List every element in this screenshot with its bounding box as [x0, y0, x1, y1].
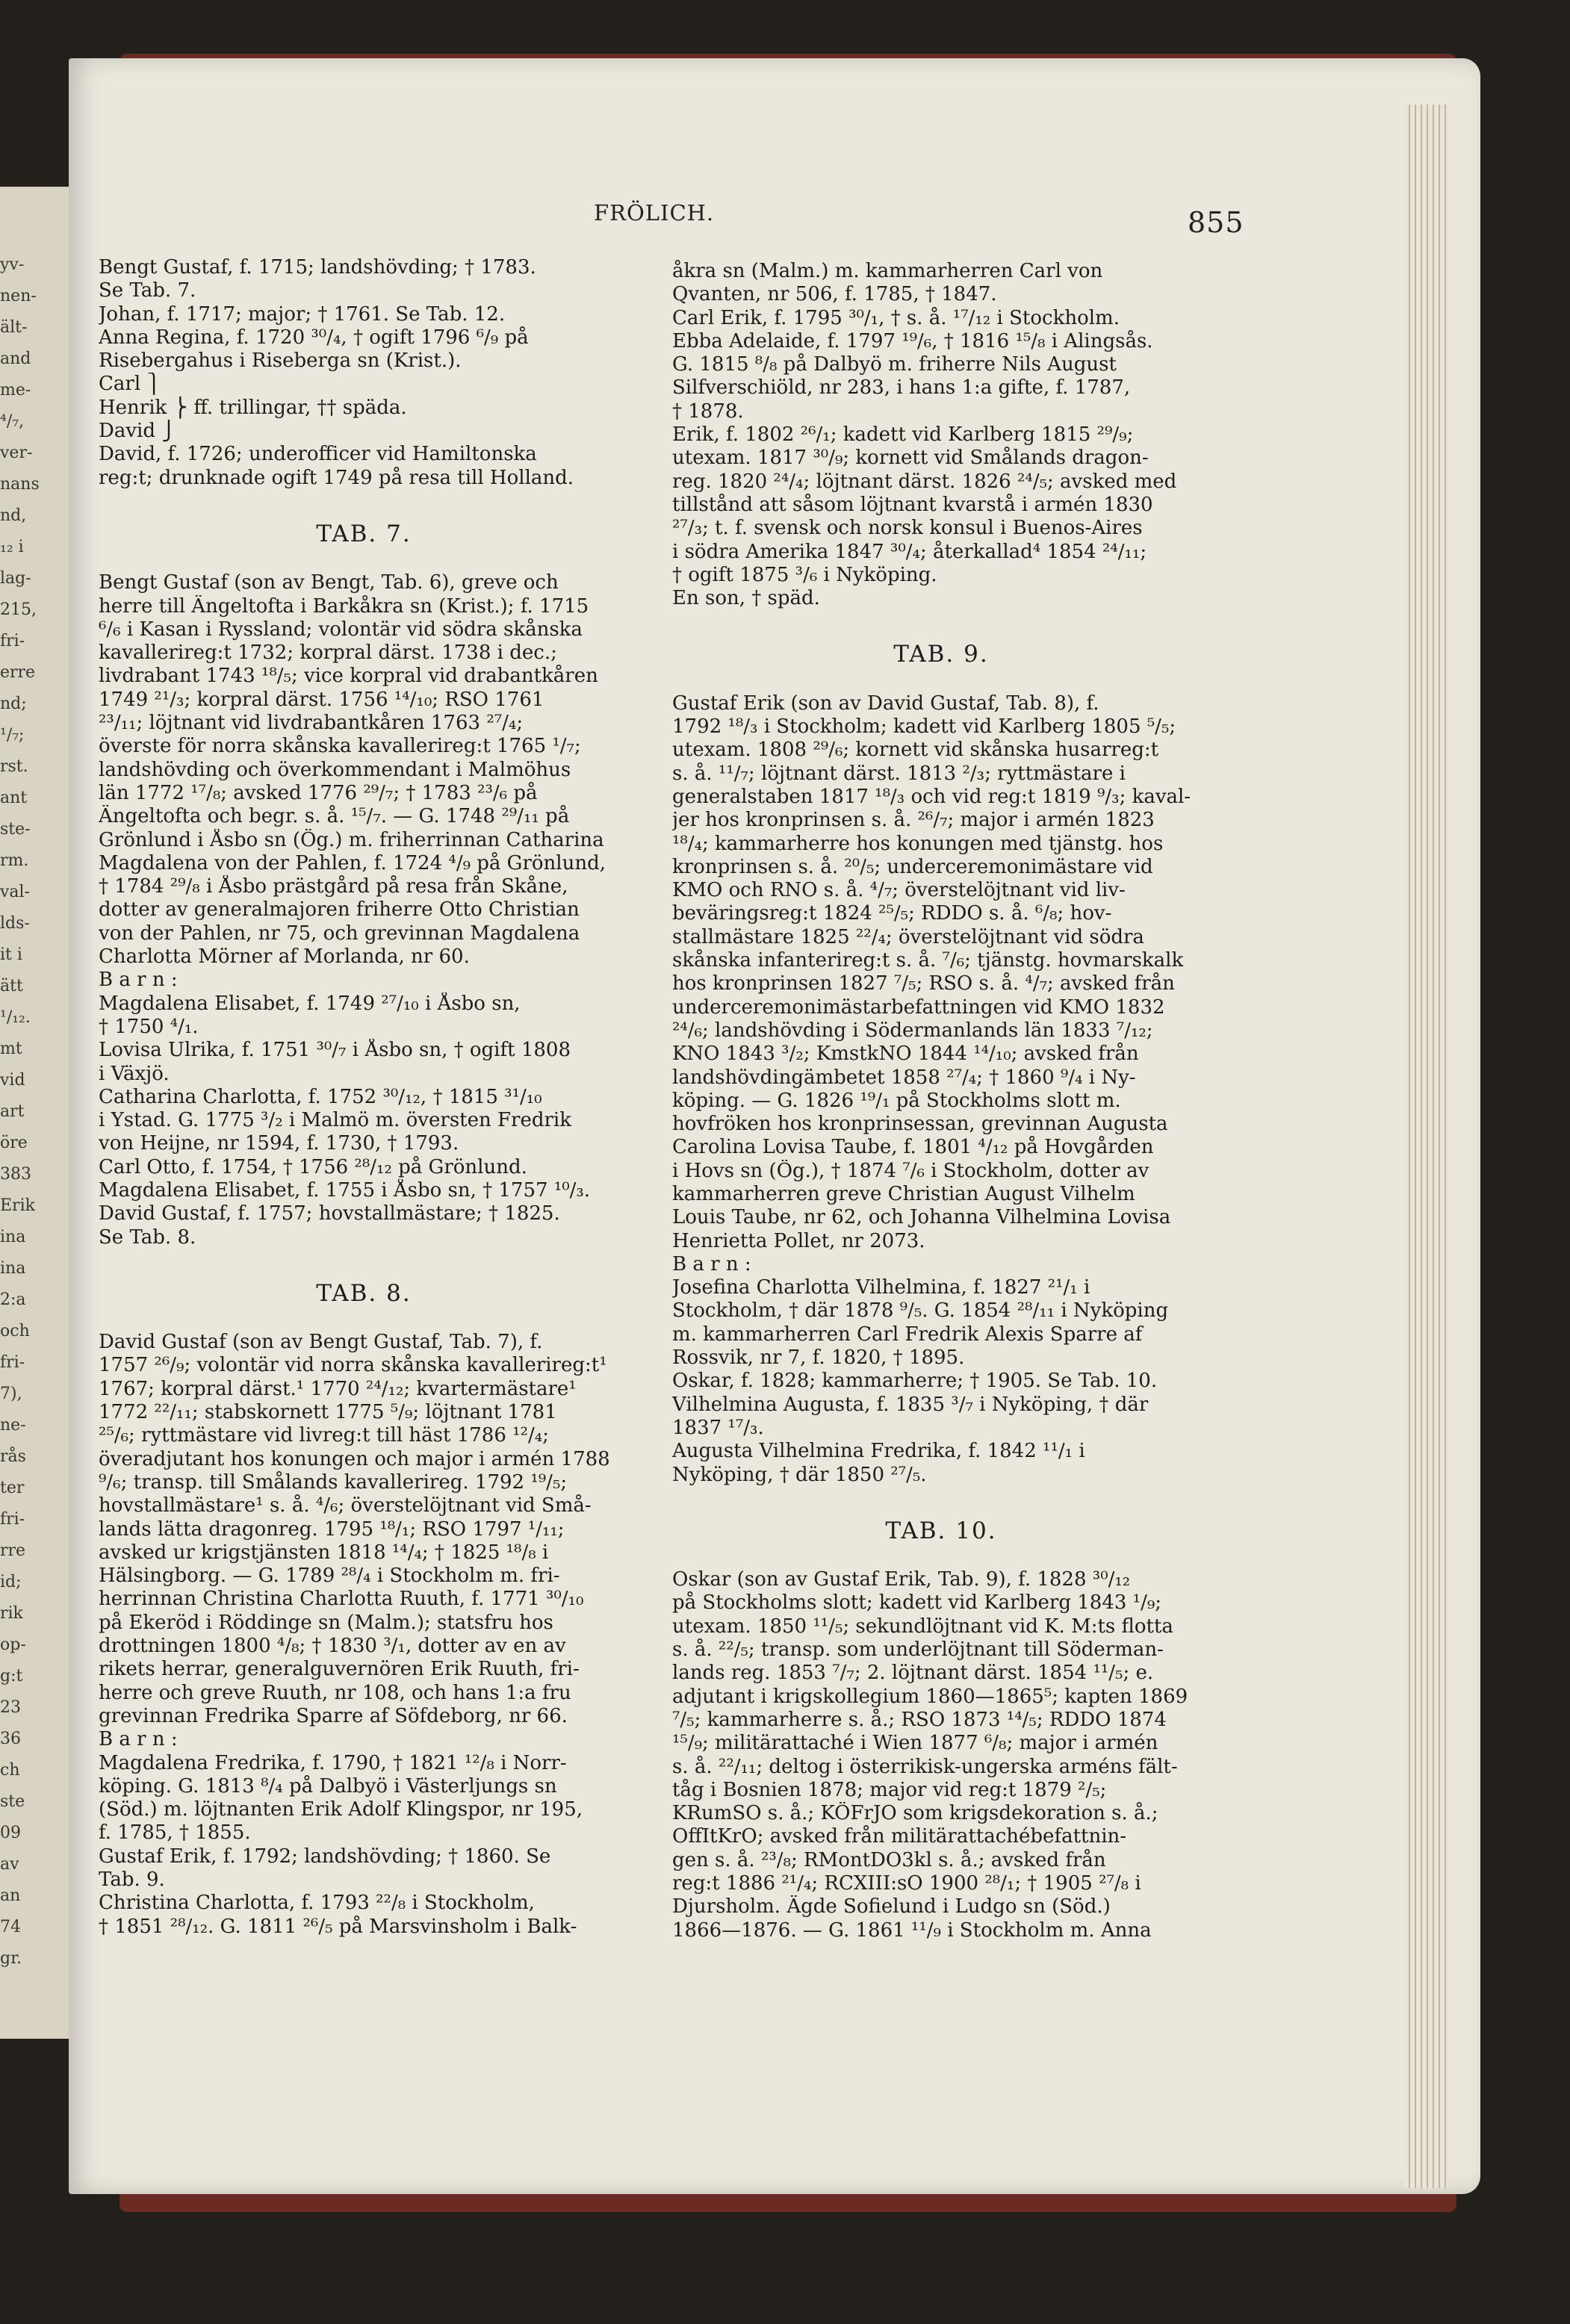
text-line: von der Pahlen, nr 75, och grevinnan Magdalena [99, 922, 580, 945]
margin-fragment: fri- [0, 1510, 25, 1529]
margin-fragment: 2:a [0, 1290, 26, 1309]
text-line: Ängeltofta och begr. s. å. ¹⁵/₇. — G. 1748 ²⁹/₁₁ på [99, 805, 570, 828]
page-edges [1404, 105, 1449, 2188]
text-line: köping. G. 1813 ⁸/₄ på Dalbyö i Västerljungs sn [99, 1774, 557, 1798]
section-heading: TAB. 9. [893, 641, 989, 668]
margin-fragment: ätt [0, 977, 23, 995]
margin-fragment: 74 [0, 1918, 21, 1936]
text-line: avsked ur krigstjänsten 1818 ¹⁴/₄; † 1825 ¹⁸/₈ i [99, 1541, 549, 1564]
margin-fragment: ¹/₁₂. [0, 1008, 31, 1027]
text-line: hovfröken hos kronprinsessan, grevinnan Augusta [672, 1113, 1168, 1136]
margin-fragment: lds- [0, 914, 30, 933]
margin-fragment: art [0, 1102, 25, 1121]
margin-fragment: 09 [0, 1824, 21, 1842]
text-line: Hälsingborg. — G. 1789 ²⁸/₄ i Stockholm m. fri- [99, 1565, 560, 1588]
text-line: jer hos kronprinsen s. å. ²⁶/₇; major i armén 1823 [672, 809, 1155, 832]
text-line: grevinnan Fredrika Sparre af Söfdeborg, nr 66. [99, 1704, 568, 1727]
margin-fragment: och [0, 1322, 30, 1340]
text-line: B a r n : [99, 1728, 178, 1751]
margin-fragment: rås [0, 1447, 26, 1466]
text-line: 1767; korpral därst.¹ 1770 ²⁴/₁₂; kvartermästare¹ [99, 1377, 577, 1400]
text-line: lands lätta dragonreg. 1795 ¹⁸/₁; RSO 1797 ¹/₁₁; [99, 1517, 565, 1541]
text-line: 1837 ¹⁷/₃. [672, 1416, 764, 1439]
text-line: Josefina Charlotta Vilhelmina, f. 1827 ²¹/₁ i [672, 1276, 1090, 1299]
margin-fragment: rik [0, 1604, 23, 1623]
adjacent-page-edge [0, 187, 69, 2039]
text-line: 1757 ²⁶/₉; volontär vid norra skånska kavallerireg:t¹ [99, 1354, 607, 1377]
text-line: s. å. ²²/₅; transp. som underlöjtnant till Söderman- [672, 1638, 1164, 1662]
text-line: Henrietta Pollet, nr 2073. [672, 1229, 925, 1252]
margin-fragment: nans [0, 475, 40, 494]
right-column [672, 260, 1210, 1942]
text-line: Oskar (son av Gustaf Erik, Tab. 9), f. 1828 ³⁰/₁₂ [672, 1568, 1131, 1591]
margin-fragment: ina [0, 1259, 26, 1278]
text-line: Ebba Adelaide, f. 1797 ¹⁹/₆, † 1816 ¹⁵/₈ i Alingsås. [672, 329, 1153, 352]
text-line: † 1750 ⁴/₁. [99, 1015, 199, 1038]
text-line: † 1851 ²⁸/₁₂. G. 1811 ²⁶/₅ på Marsvinsholm i Balk- [99, 1915, 577, 1938]
text-line: 1772 ²²/₁₁; stabskornett 1775 ⁵/₉; löjtnant 1781 [99, 1401, 557, 1424]
text-line: G. 1815 ⁸/₈ på Dalbyö m. friherre Nils August [672, 353, 1117, 376]
text-line: m. kammarherren Carl Fredrik Alexis Sparre af [672, 1323, 1143, 1346]
text-line: Catharina Charlotta, f. 1752 ³⁰/₁₂, † 1815 ³¹/₁₀ [99, 1085, 542, 1108]
text-line: 1866—1876. — G. 1861 ¹¹/₉ i Stockholm m. Anna [672, 1918, 1152, 1942]
text-line: i Växjö. [99, 1062, 170, 1085]
text-line: ⁷/₅; kammarherre s. å.; RSO 1873 ¹⁴/₅; RDDO 1874 [672, 1708, 1167, 1731]
text-line: i södra Amerika 1847 ³⁰/₄; återkallad⁴ 1854 ²⁴/₁₁; [672, 540, 1147, 563]
text-line: Stockholm, † där 1878 ⁹/₅. G. 1854 ²⁸/₁₁ i Nyköping [672, 1299, 1169, 1323]
margin-fragment: me- [0, 381, 31, 400]
text-line: von Heijne, nr 1594, f. 1730, † 1793. [99, 1132, 459, 1155]
text-line: livdrabant 1743 ¹⁸/₅; vice korpral vid drabantkåren [99, 665, 598, 688]
text-line: Magdalena von der Pahlen, f. 1724 ⁴/₉ på Grönlund, [99, 851, 606, 874]
text-line: hovstallmästare¹ s. å. ⁴/₆; överstelöjtnant vid Små- [99, 1494, 592, 1517]
text-line: 1749 ²¹/₃; korpral därst. 1756 ¹⁴/₁₀; RSO 1761 [99, 688, 544, 711]
text-line: utexam. 1817 ³⁰/₉; kornett vid Smålands dragon- [672, 447, 1149, 470]
text-line: Anna Regina, f. 1720 ³⁰/₄, † ogift 1796 ⁶/₉ på [99, 326, 529, 349]
text-line: Djursholm. Ägde Sofielund i Ludgo sn (Söd.) [672, 1895, 1111, 1918]
text-line: överste för norra skånska kavallerireg:t 1765 ¹/₇; [99, 735, 581, 758]
text-line: Silfverschiöld, nr 283, i hans 1:a gifte, f. 1787, [672, 376, 1131, 400]
margin-fragment: av [0, 1855, 19, 1874]
margin-fragment: ₁₂ i [0, 538, 24, 556]
text-line: Risebergahus i Riseberga sn (Krist.). [99, 349, 462, 373]
margin-fragment: and [0, 349, 31, 368]
text-line: Vilhelmina Augusta, f. 1835 ³/₇ i Nyköping, † där [672, 1393, 1149, 1416]
margin-fragment: 215, [0, 600, 37, 619]
margin-fragment: g:t [0, 1667, 23, 1685]
text-line: herre till Ängeltofta i Barkåkra sn (Krist.); f. 1715 [99, 594, 589, 618]
text-line: Nyköping, † där 1850 ²⁷/₅. [672, 1463, 927, 1486]
text-line: stallmästare 1825 ²²/₄; överstelöjtnant vid södra [672, 925, 1144, 948]
text-line: David ⎭ [99, 420, 176, 443]
text-line: åkra sn (Malm.) m. kammarherren Carl von [672, 260, 1103, 282]
margin-fragment: vid [0, 1071, 25, 1090]
text-line: tåg i Bosnien 1878; major vid reg:t 1879 ²/₅; [672, 1778, 1107, 1801]
text-line: utexam. 1808 ²⁹/₆; kornett vid skånska husarreg:t [672, 739, 1159, 762]
margin-fragment: ¹/₇; [0, 726, 25, 745]
text-line: Gustaf Erik, f. 1792; landshövding; † 1860. Se [99, 1845, 551, 1868]
margin-fragment: ste [0, 1792, 25, 1811]
margin-fragment: Erik [0, 1196, 35, 1215]
text-line: herrinnan Christina Charlotta Ruuth, f. 1771 ³⁰/₁₀ [99, 1588, 584, 1611]
text-line: Erik, f. 1802 ²⁶/₁; kadett vid Karlberg 1815 ²⁹/₉; [672, 423, 1134, 447]
text-line: i Hovs sn (Ög.), † 1874 ⁷/₆ i Stockholm, dotter av [672, 1159, 1149, 1182]
text-line: reg:t 1886 ²¹/₄; RCXIII:sO 1900 ²⁸/₁; † 1905 ²⁷/₈ i [672, 1872, 1141, 1895]
text-line: på Ekeröd i Röddinge sn (Malm.); statsfru hos [99, 1611, 553, 1634]
margin-fragment: rst. [0, 757, 28, 776]
text-line: Magdalena Elisabet, f. 1755 i Åsbo sn, † 1757 ¹⁰/₃. [99, 1178, 591, 1202]
text-line: David, f. 1726; underofficer vid Hamiltonska [99, 443, 537, 466]
section-heading: TAB. 7. [316, 520, 412, 547]
text-line: reg. 1820 ²⁴/₄; löjtnant därst. 1826 ²⁴/₅; avsked med [672, 470, 1177, 493]
text-line: kavallerireg:t 1732; korpral därst. 1738 i dec.; [99, 641, 557, 665]
text-line: köping. — G. 1826 ¹⁹/₁ på Stockholms slott m. [672, 1089, 1121, 1112]
text-line: Rossvik, nr 7, f. 1820, † 1895. [672, 1346, 965, 1370]
text-line: Qvanten, nr 506, f. 1785, † 1847. [672, 283, 997, 306]
text-line: Carolina Lovisa Taube, f. 1801 ⁴/₁₂ på Hovgården [672, 1136, 1154, 1159]
text-line: s. å. ¹¹/₇; löjtnant därst. 1813 ²/₃; ryttmästare i [672, 762, 1126, 785]
text-line: Magdalena Fredrika, f. 1790, † 1821 ¹²/₈ i Norr- [99, 1751, 567, 1774]
text-line: B a r n : [99, 969, 178, 992]
text-line: reg:t; drunknade ogift 1749 på resa till Holland. [99, 466, 574, 489]
text-line: Bengt Gustaf, f. 1715; landshövding; † 1783. [99, 256, 536, 279]
margin-fragment: 36 [0, 1730, 21, 1748]
margin-fragment: ne- [0, 1416, 26, 1435]
text-line: ²⁴/₆; landshövding i Södermanlands län 1833 ⁷/₁₂; [672, 1019, 1153, 1042]
text-line: dotter av generalmajoren friherre Otto Christian [99, 898, 580, 922]
margin-fragment: yv- [0, 255, 25, 274]
text-line: Christina Charlotta, f. 1793 ²²/₈ i Stockholm, [99, 1892, 535, 1915]
margin-fragment: erre [0, 663, 36, 682]
text-line: Augusta Vilhelmina Fredrika, f. 1842 ¹¹/₁ i [672, 1440, 1085, 1463]
running-header: FRÖLICH. [594, 200, 715, 226]
text-line: Carl Erik, f. 1795 ³⁰/₁, † s. å. ¹⁷/₁₂ i Stockholm. [672, 306, 1120, 329]
margin-fragment: nd, [0, 506, 27, 525]
text-line: Johan, f. 1717; major; † 1761. Se Tab. 12. [99, 302, 506, 326]
text-line: utexam. 1850 ¹¹/₅; sekundlöjtnant vid K. M:ts flotta [672, 1615, 1173, 1638]
text-line: Louis Taube, nr 62, och Johanna Vilhelmina Lovisa [672, 1206, 1171, 1229]
text-line: ¹⁵/₉; militärattaché i Wien 1877 ⁶/₈; major i armén [672, 1732, 1158, 1755]
text-line: landshövdingämbetet 1858 ²⁷/₄; † 1860 ⁹/₄ i Ny- [672, 1066, 1136, 1089]
text-line: ⁹/₆; transp. till Smålands kavallerireg. 1792 ¹⁹/₅; [99, 1470, 568, 1494]
text-line: Bengt Gustaf (son av Bengt, Tab. 6), greve och [99, 571, 559, 594]
margin-fragment: op- [0, 1635, 26, 1654]
text-line: i Ystad. G. 1775 ³/₂ i Malmö m. översten Fredrik [99, 1109, 572, 1132]
margin-fragment: 383 [0, 1165, 31, 1184]
text-line: ²³/₁₁; löjtnant vid livdrabantkåren 1763 ²⁷/₄; [99, 712, 524, 735]
text-line: 1792 ¹⁸/₃ i Stockholm; kadett vid Karlberg 1805 ⁵/₅; [672, 715, 1176, 739]
text-line: (Söd.) m. löjtnanten Erik Adolf Klingspor, nr 195, [99, 1798, 583, 1821]
section-heading: TAB. 10. [885, 1517, 997, 1544]
margin-fragment: ant [0, 789, 28, 807]
text-line: † 1784 ²⁹/₈ i Åsbo prästgård på resa från Skåne, [99, 875, 568, 898]
text-line: län 1772 ¹⁷/₈; avsked 1776 ²⁹/₇; † 1783 ²³/₆ på [99, 781, 538, 804]
text-line: gen s. å. ²³/₈; RMontDO3kl s. å.; avsked från [672, 1848, 1106, 1871]
text-line: överadjutant hos konungen och major i armén 1788 [99, 1447, 610, 1470]
margin-fragment: ver- [0, 444, 33, 462]
text-line: David Gustaf (son av Bengt Gustaf, Tab. 7), f. [99, 1331, 543, 1354]
text-line: drottningen 1800 ⁴/₈; † 1830 ³/₁, dotter av en av [99, 1635, 566, 1658]
text-line: KRumSO s. å.; KÖFrJO som krigsdekoration s. å.; [672, 1802, 1158, 1825]
margin-fragment: lag- [0, 569, 31, 588]
margin-fragment: nd; [0, 695, 27, 713]
margin-fragment: rm. [0, 851, 29, 870]
text-line: KMO och RNO s. å. ⁴/₇; överstelöjtnant vid liv- [672, 879, 1126, 902]
text-line: ⁶/₆ i Kasan i Ryssland; volontär vid södra skånska [99, 618, 583, 641]
margin-fragment: mt [0, 1040, 22, 1058]
margin-fragment: ter [0, 1479, 25, 1497]
text-line: Charlotta Mörner af Morlanda, nr 60. [99, 945, 470, 969]
margin-fragment: id; [0, 1573, 22, 1591]
text-line: s. å. ²²/₁₁; deltog i österrikisk-ungerska arméns fält- [672, 1755, 1178, 1778]
margin-fragment: ste- [0, 820, 31, 839]
margin-fragment: ält- [0, 318, 28, 337]
margin-fragment: val- [0, 883, 31, 901]
text-line: Carl ⎫ [99, 373, 161, 396]
text-line: † 1878. [672, 400, 744, 423]
text-line: ²⁷/₃; t. f. svensk och norsk konsul i Buenos-Aires [672, 517, 1143, 540]
text-line: herre och greve Ruuth, nr 108, och hans 1:a fru [99, 1681, 571, 1704]
text-line: adjutant i krigskollegium 1860—1865⁵; kapten 1869 [672, 1685, 1188, 1708]
text-line: Grönlund i Åsbo sn (Ög.) m. friherrinnan Catharina [99, 828, 604, 851]
text-line: skånska infanterireg:t s. å. ⁷/₆; tjänstg. hovmarskalk [672, 949, 1184, 972]
margin-fragment: ch [0, 1761, 20, 1780]
text-line: En son, † späd. [672, 587, 820, 610]
text-line: tillstånd att såsom löjtnant kvarstå i armén 1830 [672, 493, 1153, 516]
text-line: B a r n : [672, 1252, 751, 1276]
text-line: på Stockholms slott; kadett vid Karlberg 1843 ¹/₉; [672, 1591, 1162, 1615]
margin-fragment: it i [0, 945, 22, 964]
text-line: Carl Otto, f. 1754, † 1756 ²⁸/₁₂ på Grönlund. [99, 1155, 527, 1178]
margin-fragment: ⁴/₇, [0, 412, 25, 431]
text-line: landshövding och överkommendant i Malmöhus [99, 758, 571, 781]
margin-fragment: 7), [0, 1385, 22, 1403]
margin-fragment: fri- [0, 1353, 25, 1372]
text-line: David Gustaf, f. 1757; hovstallmästare; † 1825. [99, 1202, 560, 1225]
text-line: ²⁵/₆; ryttmästare vid livreg:t till häst 1786 ¹²/₄; [99, 1424, 549, 1447]
left-column [99, 256, 629, 1939]
text-line: Lovisa Ulrika, f. 1751 ³⁰/₇ i Åsbo sn, † ogift 1808 [99, 1039, 571, 1062]
text-line: underceremonimästarbefattningen vid KMO 1832 [672, 995, 1165, 1019]
text-line: lands reg. 1853 ⁷/₇; 2. löjtnant därst. 1854 ¹¹/₅; e. [672, 1662, 1154, 1685]
section-heading: TAB. 8. [316, 1279, 412, 1307]
margin-fragment: fri- [0, 632, 25, 650]
text-line: Tab. 9. [99, 1868, 165, 1891]
text-line: kammarherren greve Christian August Vilhelm [672, 1182, 1135, 1205]
text-line: f. 1785, † 1855. [99, 1821, 251, 1845]
text-line: beväringsreg:t 1824 ²⁵/₅; RDDO s. å. ⁶/₈; hov- [672, 902, 1112, 925]
page-number: 855 [1188, 206, 1244, 239]
text-line: Se Tab. 7. [99, 279, 196, 302]
margin-fragment: gr. [0, 1949, 22, 1968]
text-line: rikets herrar, generalguvernören Erik Ruuth, fri- [99, 1658, 580, 1681]
text-line: OffItKrO; avsked från militärattachébefattnin- [672, 1825, 1127, 1848]
text-line: Magdalena Elisabet, f. 1749 ²⁷/₁₀ i Åsbo sn, [99, 992, 521, 1015]
margin-fragment: öre [0, 1134, 28, 1152]
margin-fragment: ina [0, 1228, 26, 1246]
text-line: hos kronprinsen 1827 ⁷/₅; RSO s. å. ⁴/₇; avsked från [672, 972, 1175, 995]
text-line: KNO 1843 ³/₂; KmstkNO 1844 ¹⁴/₁₀; avsked från [672, 1043, 1139, 1066]
text-line: Oskar, f. 1828; kammarherre; † 1905. Se Tab. 10. [672, 1370, 1158, 1393]
margin-fragment: 23 [0, 1698, 21, 1717]
text-line: Henrik ⎬ ff. trillingar, †† späda. [99, 396, 407, 419]
margin-fragment: an [0, 1886, 21, 1905]
margin-fragment: nen- [0, 287, 37, 305]
text-line: Gustaf Erik (son av David Gustaf, Tab. 8), f. [672, 692, 1099, 715]
text-line: † ogift 1875 ³/₆ i Nyköping. [672, 563, 937, 586]
text-line: generalstaben 1817 ¹⁸/₃ och vid reg:t 1819 ⁹/₃; kaval- [672, 785, 1191, 808]
text-line: kronprinsen s. å. ²⁰/₅; underceremonimästare vid [672, 855, 1153, 878]
text-line: Se Tab. 8. [99, 1225, 196, 1249]
margin-fragment: rre [0, 1541, 26, 1560]
text-line: ¹⁸/₄; kammarherre hos konungen med tjänstg. hos [672, 832, 1164, 855]
